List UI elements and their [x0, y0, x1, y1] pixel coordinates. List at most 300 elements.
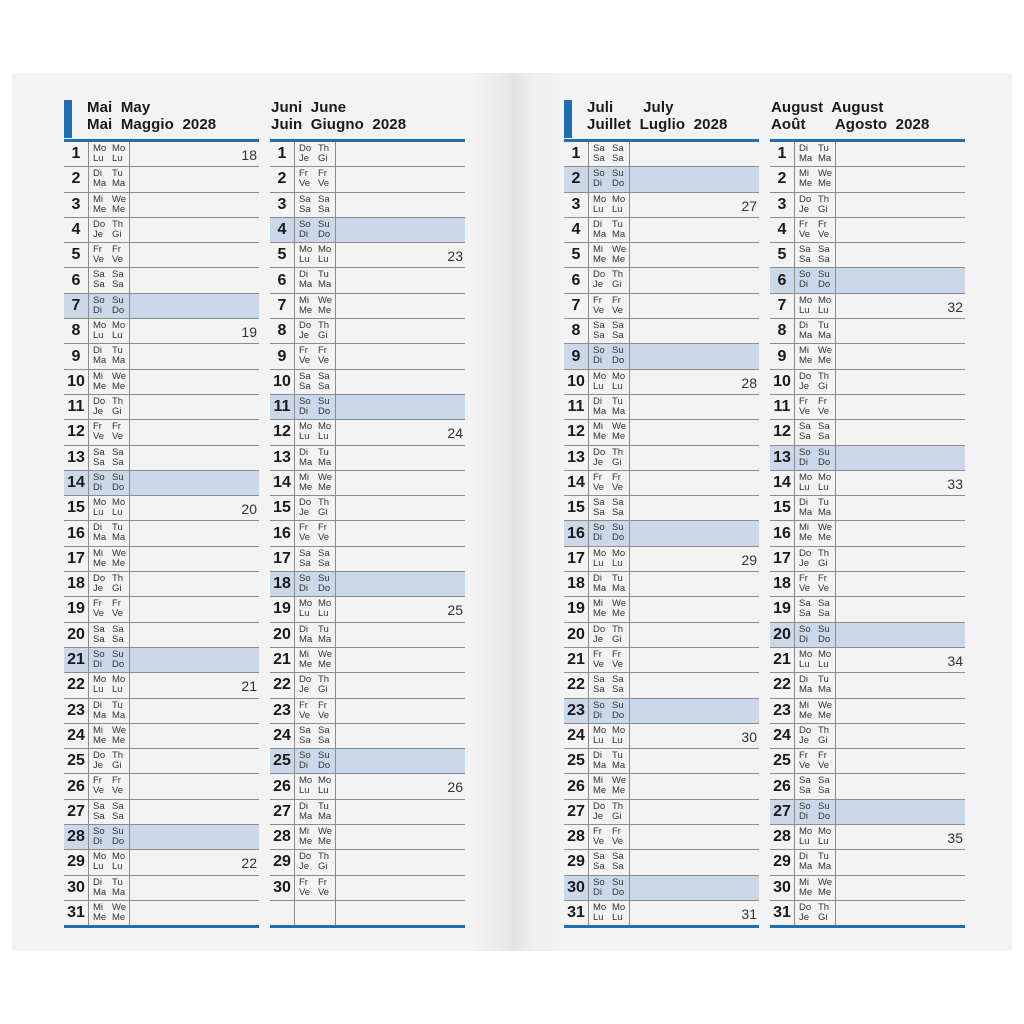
- day-number: 6: [277, 271, 287, 289]
- note-area[interactable]: [336, 673, 465, 697]
- note-area[interactable]: [336, 597, 465, 621]
- day-row[interactable]: [564, 446, 759, 471]
- day-row[interactable]: [770, 193, 965, 218]
- weekday-labels: [294, 142, 336, 166]
- day-row[interactable]: [770, 370, 965, 395]
- note-area[interactable]: [336, 193, 465, 217]
- weekday-abbr: Th: [818, 193, 830, 205]
- note-area[interactable]: [836, 547, 965, 571]
- day-row[interactable]: [270, 876, 465, 901]
- note-area[interactable]: [336, 547, 465, 571]
- day-row[interactable]: [270, 420, 465, 445]
- note-area[interactable]: [836, 167, 965, 191]
- note-area[interactable]: [336, 446, 465, 470]
- day-row[interactable]: [64, 876, 259, 901]
- note-area[interactable]: [130, 344, 259, 368]
- day-row[interactable]: [770, 800, 965, 825]
- day-row[interactable]: [270, 850, 465, 875]
- day-row[interactable]: [64, 243, 259, 268]
- day-row[interactable]: [270, 673, 465, 698]
- day-row[interactable]: [564, 319, 759, 344]
- day-row[interactable]: [270, 218, 465, 243]
- day-row[interactable]: [770, 699, 965, 724]
- note-area[interactable]: [336, 268, 465, 292]
- note-area[interactable]: [130, 521, 259, 545]
- note-area[interactable]: [130, 623, 259, 647]
- note-area[interactable]: [130, 193, 259, 217]
- note-area[interactable]: [836, 446, 965, 470]
- note-area[interactable]: [336, 699, 465, 723]
- note-area[interactable]: [630, 850, 759, 874]
- day-row[interactable]: [270, 572, 465, 597]
- note-area[interactable]: [336, 876, 465, 900]
- note-area[interactable]: [836, 294, 965, 318]
- weekday-abbr: Mi: [799, 168, 810, 180]
- weekday-abbr: Mo: [818, 826, 832, 838]
- weekday-abbr: Ma: [93, 355, 107, 367]
- note-area[interactable]: [630, 623, 759, 647]
- note-area[interactable]: [130, 774, 259, 798]
- weekday-labels: [294, 547, 336, 571]
- day-row[interactable]: [770, 142, 965, 167]
- weekday-labels: [588, 142, 630, 166]
- weekday-labels: [588, 547, 630, 571]
- note-area[interactable]: [130, 597, 259, 621]
- weekday-abbr: Fr: [93, 775, 102, 787]
- day-row[interactable]: [64, 294, 259, 319]
- day-row[interactable]: [64, 749, 259, 774]
- day-row[interactable]: [770, 344, 965, 369]
- day-row[interactable]: [64, 521, 259, 546]
- note-area[interactable]: [836, 749, 965, 773]
- note-area[interactable]: [836, 243, 965, 267]
- note-area[interactable]: [836, 699, 965, 723]
- day-row[interactable]: [564, 724, 759, 749]
- note-area[interactable]: [336, 623, 465, 647]
- day-row[interactable]: [64, 496, 259, 521]
- note-area[interactable]: [630, 344, 759, 368]
- day-row[interactable]: [564, 218, 759, 243]
- note-area[interactable]: [130, 395, 259, 419]
- weekday-labels: [588, 420, 630, 444]
- weekday-abbr: Di: [593, 532, 602, 544]
- day-row[interactable]: [770, 774, 965, 799]
- day-row[interactable]: [64, 850, 259, 875]
- day-number: 25: [270, 749, 294, 773]
- note-area[interactable]: [630, 193, 759, 217]
- weekday-abbr: So: [93, 648, 105, 660]
- note-area[interactable]: [630, 471, 759, 495]
- day-row[interactable]: [564, 699, 759, 724]
- note-area[interactable]: [630, 648, 759, 672]
- day-row[interactable]: [64, 218, 259, 243]
- day-row[interactable]: [64, 344, 259, 369]
- note-area[interactable]: [130, 724, 259, 748]
- weekday-abbr: Sa: [818, 598, 830, 610]
- day-row[interactable]: [270, 471, 465, 496]
- note-area[interactable]: [630, 268, 759, 292]
- note-area[interactable]: [836, 193, 965, 217]
- weekday-abbr: Sa: [799, 785, 811, 797]
- note-area[interactable]: [630, 496, 759, 520]
- day-row[interactable]: [270, 496, 465, 521]
- day-row[interactable]: [270, 268, 465, 293]
- day-row[interactable]: [564, 142, 759, 167]
- note-area[interactable]: [836, 319, 965, 343]
- day-row[interactable]: [270, 167, 465, 192]
- note-area[interactable]: [630, 294, 759, 318]
- weekday-abbr: Gi: [112, 228, 122, 240]
- note-area[interactable]: [630, 901, 759, 925]
- day-row[interactable]: [270, 446, 465, 471]
- weekday-labels: [588, 699, 630, 723]
- note-area[interactable]: [836, 218, 965, 242]
- note-area[interactable]: [130, 319, 259, 343]
- day-row[interactable]: [64, 395, 259, 420]
- note-area[interactable]: [836, 825, 965, 849]
- weekday-abbr: We: [612, 244, 627, 256]
- day-row[interactable]: [770, 218, 965, 243]
- weekday-abbr: Di: [799, 674, 808, 686]
- day-row[interactable]: [270, 825, 465, 850]
- day-row[interactable]: [270, 319, 465, 344]
- day-row[interactable]: [64, 370, 259, 395]
- day-row[interactable]: [770, 243, 965, 268]
- day-row[interactable]: [64, 471, 259, 496]
- day-row[interactable]: [270, 648, 465, 673]
- day-row[interactable]: [64, 623, 259, 648]
- note-area[interactable]: [130, 471, 259, 495]
- day-row[interactable]: [770, 749, 965, 774]
- note-area[interactable]: [130, 901, 259, 925]
- note-area[interactable]: [130, 850, 259, 874]
- day-number: 16: [273, 524, 291, 542]
- weekday-abbr: Fr: [799, 395, 808, 407]
- note-area[interactable]: [130, 825, 259, 849]
- weekday-abbr: We: [318, 294, 333, 306]
- day-row[interactable]: [64, 648, 259, 673]
- note-area[interactable]: [336, 800, 465, 824]
- day-row[interactable]: [270, 623, 465, 648]
- day-row[interactable]: [770, 446, 965, 471]
- day-row[interactable]: [64, 193, 259, 218]
- day-row[interactable]: [770, 724, 965, 749]
- note-area[interactable]: [836, 597, 965, 621]
- note-area[interactable]: [630, 800, 759, 824]
- note-area[interactable]: [336, 774, 465, 798]
- note-area[interactable]: [336, 749, 465, 773]
- day-row[interactable]: [564, 193, 759, 218]
- note-area[interactable]: [130, 218, 259, 242]
- week-number: 19: [241, 324, 257, 341]
- weekday-labels: [794, 623, 836, 647]
- note-area[interactable]: [630, 521, 759, 545]
- note-area[interactable]: [336, 370, 465, 394]
- day-row[interactable]: [64, 597, 259, 622]
- note-area[interactable]: [130, 294, 259, 318]
- note-area[interactable]: [836, 850, 965, 874]
- day-row[interactable]: [64, 142, 259, 167]
- note-area[interactable]: [836, 648, 965, 672]
- weekday-abbr: Ma: [112, 886, 126, 898]
- day-row[interactable]: [270, 699, 465, 724]
- day-row[interactable]: [564, 547, 759, 572]
- day-row[interactable]: [564, 167, 759, 192]
- note-area[interactable]: [336, 648, 465, 672]
- day-row[interactable]: [564, 673, 759, 698]
- note-area[interactable]: [336, 319, 465, 343]
- note-area[interactable]: [336, 572, 465, 596]
- day-row[interactable]: [64, 572, 259, 597]
- weekday-abbr: Ma: [112, 178, 126, 190]
- day-row[interactable]: [270, 344, 465, 369]
- day-row[interactable]: [770, 395, 965, 420]
- day-row[interactable]: [64, 724, 259, 749]
- note-area[interactable]: [336, 395, 465, 419]
- note-area[interactable]: [836, 724, 965, 748]
- day-row[interactable]: [564, 774, 759, 799]
- day-row[interactable]: [564, 420, 759, 445]
- weekday-abbr: Di: [299, 446, 308, 458]
- weekday-abbr: Lu: [112, 684, 123, 696]
- weekday-labels: [88, 901, 130, 925]
- day-row[interactable]: [564, 344, 759, 369]
- note-area[interactable]: [630, 724, 759, 748]
- note-area[interactable]: [836, 395, 965, 419]
- day-row[interactable]: [270, 547, 465, 572]
- weekday-abbr: Mo: [612, 193, 626, 205]
- day-row[interactable]: [270, 521, 465, 546]
- note-area[interactable]: [130, 800, 259, 824]
- note-area[interactable]: [630, 876, 759, 900]
- note-area[interactable]: [336, 724, 465, 748]
- note-area[interactable]: [130, 142, 259, 166]
- note-area[interactable]: [836, 572, 965, 596]
- day-row[interactable]: [64, 319, 259, 344]
- note-area[interactable]: [630, 218, 759, 242]
- note-area[interactable]: [336, 496, 465, 520]
- weekday-abbr: Di: [799, 497, 808, 509]
- note-area[interactable]: [630, 395, 759, 419]
- note-area[interactable]: [130, 268, 259, 292]
- note-area[interactable]: [336, 471, 465, 495]
- weekday-labels: [588, 370, 630, 394]
- day-row[interactable]: [564, 395, 759, 420]
- note-area[interactable]: [336, 344, 465, 368]
- note-area[interactable]: [336, 901, 465, 925]
- day-row[interactable]: [770, 319, 965, 344]
- day-row[interactable]: [64, 420, 259, 445]
- note-area[interactable]: [130, 420, 259, 444]
- note-area[interactable]: [630, 825, 759, 849]
- note-area[interactable]: [630, 319, 759, 343]
- weekday-abbr: Me: [318, 481, 332, 493]
- weekday-abbr: Ve: [318, 532, 330, 544]
- day-row[interactable]: [770, 623, 965, 648]
- day-row[interactable]: [770, 521, 965, 546]
- note-area[interactable]: [630, 167, 759, 191]
- day-row[interactable]: [64, 699, 259, 724]
- day-row[interactable]: [270, 901, 465, 928]
- day-number: 4: [270, 218, 294, 242]
- note-area[interactable]: [130, 673, 259, 697]
- note-area[interactable]: [836, 471, 965, 495]
- day-row[interactable]: [64, 446, 259, 471]
- note-area[interactable]: [836, 268, 965, 292]
- weekday-abbr: Tu: [318, 800, 329, 812]
- weekday-abbr: Ve: [112, 608, 124, 620]
- note-area[interactable]: [630, 370, 759, 394]
- weekday-labels: [88, 597, 130, 621]
- day-row[interactable]: [770, 876, 965, 901]
- day-row[interactable]: [564, 876, 759, 901]
- weekday-abbr: Sa: [612, 507, 624, 519]
- day-number: 7: [64, 294, 88, 318]
- day-row[interactable]: [270, 774, 465, 799]
- note-area[interactable]: [130, 496, 259, 520]
- day-row[interactable]: [770, 167, 965, 192]
- day-row[interactable]: [64, 167, 259, 192]
- day-row[interactable]: [770, 547, 965, 572]
- day-row[interactable]: [564, 268, 759, 293]
- day-row[interactable]: [64, 268, 259, 293]
- weekday-abbr: Gi: [612, 810, 622, 822]
- note-area[interactable]: [130, 648, 259, 672]
- day-row[interactable]: [770, 597, 965, 622]
- day-row[interactable]: [770, 294, 965, 319]
- weekday-abbr: Fr: [612, 826, 621, 838]
- day-row[interactable]: [564, 850, 759, 875]
- note-area[interactable]: [836, 370, 965, 394]
- note-area[interactable]: [336, 420, 465, 444]
- day-row[interactable]: [270, 294, 465, 319]
- note-area[interactable]: [336, 218, 465, 242]
- day-row[interactable]: [270, 370, 465, 395]
- note-area[interactable]: [836, 344, 965, 368]
- day-row[interactable]: [564, 825, 759, 850]
- note-area[interactable]: [336, 167, 465, 191]
- note-area[interactable]: [630, 243, 759, 267]
- day-row[interactable]: [270, 724, 465, 749]
- day-row[interactable]: [270, 243, 465, 268]
- note-area[interactable]: [836, 142, 965, 166]
- day-row[interactable]: [64, 673, 259, 698]
- note-area[interactable]: [336, 142, 465, 166]
- day-row[interactable]: [270, 800, 465, 825]
- day-row[interactable]: [770, 471, 965, 496]
- note-area[interactable]: [836, 496, 965, 520]
- day-row[interactable]: [64, 547, 259, 572]
- note-area[interactable]: [130, 370, 259, 394]
- day-row[interactable]: [564, 370, 759, 395]
- day-row[interactable]: [564, 800, 759, 825]
- note-area[interactable]: [130, 876, 259, 900]
- note-area[interactable]: [630, 699, 759, 723]
- weekday-abbr: Tu: [318, 446, 329, 458]
- day-row[interactable]: [770, 420, 965, 445]
- day-row[interactable]: [270, 597, 465, 622]
- day-row[interactable]: [270, 193, 465, 218]
- note-area[interactable]: [130, 547, 259, 571]
- day-number: 1: [71, 145, 81, 163]
- note-area[interactable]: [836, 521, 965, 545]
- note-area[interactable]: [130, 572, 259, 596]
- note-area[interactable]: [630, 142, 759, 166]
- note-area[interactable]: [836, 901, 965, 925]
- note-area[interactable]: [130, 167, 259, 191]
- note-area[interactable]: [836, 420, 965, 444]
- day-row[interactable]: [770, 901, 965, 928]
- day-row[interactable]: [564, 648, 759, 673]
- day-row[interactable]: [564, 471, 759, 496]
- day-row[interactable]: [64, 901, 259, 928]
- note-area[interactable]: [336, 243, 465, 267]
- day-row[interactable]: [770, 648, 965, 673]
- note-area[interactable]: [130, 446, 259, 470]
- note-area[interactable]: [630, 774, 759, 798]
- day-row[interactable]: [564, 597, 759, 622]
- day-row[interactable]: [564, 749, 759, 774]
- note-area[interactable]: [630, 446, 759, 470]
- day-row[interactable]: [564, 496, 759, 521]
- weekday-labels: [588, 774, 630, 798]
- day-row[interactable]: [770, 496, 965, 521]
- note-area[interactable]: [836, 876, 965, 900]
- note-area[interactable]: [836, 800, 965, 824]
- day-row[interactable]: [564, 294, 759, 319]
- day-row[interactable]: [64, 800, 259, 825]
- weekday-labels: [794, 901, 836, 925]
- note-area[interactable]: [630, 597, 759, 621]
- day-number: 13: [567, 448, 585, 466]
- day-row[interactable]: [564, 521, 759, 546]
- note-area[interactable]: [836, 673, 965, 697]
- note-area[interactable]: [336, 850, 465, 874]
- note-area[interactable]: [130, 699, 259, 723]
- note-area[interactable]: [336, 521, 465, 545]
- note-area[interactable]: [630, 572, 759, 596]
- note-area[interactable]: [630, 420, 759, 444]
- note-area[interactable]: [836, 623, 965, 647]
- day-number: 11: [67, 398, 85, 416]
- note-area[interactable]: [130, 749, 259, 773]
- day-row[interactable]: [564, 243, 759, 268]
- note-area[interactable]: [336, 825, 465, 849]
- note-area[interactable]: [630, 673, 759, 697]
- note-area[interactable]: [630, 547, 759, 571]
- day-row[interactable]: [770, 572, 965, 597]
- day-row[interactable]: [64, 825, 259, 850]
- day-row[interactable]: [270, 395, 465, 420]
- day-row[interactable]: [64, 774, 259, 799]
- day-row[interactable]: [770, 850, 965, 875]
- note-area[interactable]: [130, 243, 259, 267]
- note-area[interactable]: [630, 749, 759, 773]
- day-row[interactable]: [270, 749, 465, 774]
- day-row[interactable]: [770, 825, 965, 850]
- day-row[interactable]: [270, 142, 465, 167]
- weekday-abbr: Fr: [318, 876, 327, 888]
- day-row[interactable]: [770, 268, 965, 293]
- note-area[interactable]: [336, 294, 465, 318]
- day-row[interactable]: [564, 901, 759, 928]
- note-area[interactable]: [836, 774, 965, 798]
- day-row[interactable]: [770, 673, 965, 698]
- day-row[interactable]: [564, 572, 759, 597]
- weekday-abbr: Tu: [818, 497, 829, 509]
- day-row[interactable]: [564, 623, 759, 648]
- day-list: [564, 142, 759, 928]
